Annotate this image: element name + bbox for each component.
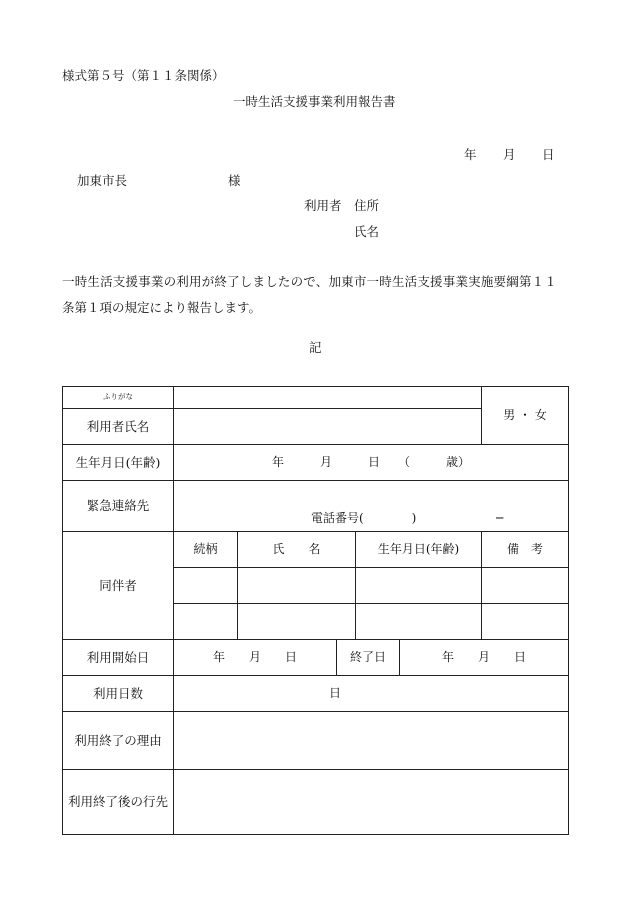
phone-number-label: 電話番号( ) [311, 510, 417, 525]
post-destination-input[interactable] [174, 770, 569, 835]
post-destination-label: 利用終了後の行先 [63, 770, 174, 835]
gender-options[interactable]: 男 ・ 女 [482, 387, 569, 445]
companion-2-name[interactable] [238, 604, 356, 640]
companion-header-dob: 生年月日(年齢) [356, 532, 482, 568]
companion-header-name: 氏 名 [238, 532, 356, 568]
dob-label: 生年月日(年齢) [63, 445, 174, 481]
date-year-label: 年 [464, 147, 477, 162]
document-title: 一時生活支援事業利用報告書 [233, 94, 396, 109]
end-reason-label: 利用終了の理由 [63, 712, 174, 770]
end-date-value: 年 月 日 [442, 649, 527, 664]
usage-days-label: 利用日数 [63, 676, 174, 712]
user-name-input[interactable] [174, 409, 482, 445]
companion-1-relation[interactable] [174, 568, 238, 604]
dob-input[interactable] [174, 445, 569, 481]
companion-1-notes[interactable] [482, 568, 569, 604]
companion-header-relation: 続柄 [174, 532, 238, 568]
start-date-input[interactable] [174, 640, 337, 676]
companion-1-dob[interactable] [356, 568, 482, 604]
body-text-line-1: 一時生活支援事業の利用が終了しましたので、加東市一時生活支援事業実施要綱第１１ [62, 274, 558, 289]
usage-days-input[interactable] [174, 676, 569, 712]
end-date-input[interactable] [400, 640, 569, 676]
applicant-name-label: 氏名 [354, 224, 380, 239]
furigana-input[interactable] [174, 387, 482, 409]
report-table [62, 386, 569, 835]
phone-dash: ─ [496, 510, 504, 525]
end-date-label: 終了日 [337, 640, 400, 676]
companion-1-name[interactable] [238, 568, 356, 604]
dob-value: 年 月 日 （ 歳） [272, 454, 471, 469]
start-date-value: 年 月 日 [212, 649, 297, 664]
record-heading: 記 [309, 340, 322, 355]
form-number: 様式第５号（第１１条関係） [62, 68, 225, 83]
applicant-label: 利用者 [304, 198, 342, 213]
furigana-label: ふりがな [63, 387, 174, 409]
date-day-label: 日 [542, 147, 555, 162]
end-reason-input[interactable] [174, 712, 569, 770]
usage-days-unit: 日 [329, 685, 342, 700]
emergency-contact-label: 緊急連絡先 [63, 481, 174, 532]
body-text-line-2: 条第１項の規定により報告します。 [62, 300, 262, 315]
date-month-label: 月 [503, 147, 516, 162]
user-name-label: 利用者氏名 [63, 409, 174, 445]
addressee: 加東市長 [77, 173, 128, 188]
companion-header-notes: 備 考 [482, 532, 569, 568]
companion-2-relation[interactable] [174, 604, 238, 640]
start-date-label: 利用開始日 [63, 640, 174, 676]
addressee-honorific: 様 [228, 173, 241, 188]
companion-label: 同伴者 [63, 532, 174, 640]
applicant-address-label: 住所 [354, 198, 380, 213]
companion-2-dob[interactable] [356, 604, 482, 640]
companion-2-notes[interactable] [482, 604, 569, 640]
emergency-contact-input[interactable] [174, 481, 569, 532]
